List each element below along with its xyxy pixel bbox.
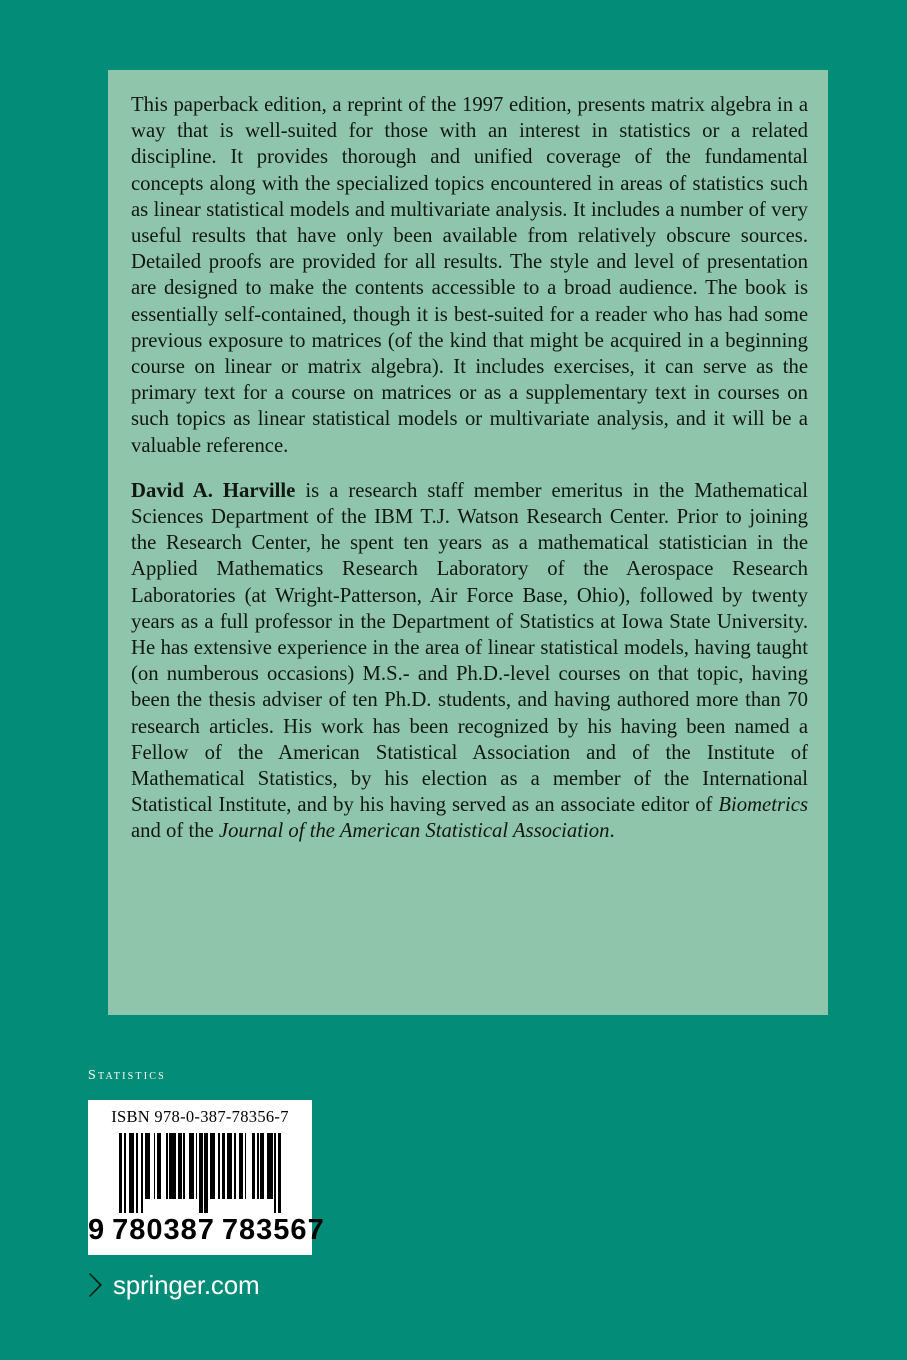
subject-category-label: Statistics — [88, 1068, 166, 1083]
barcode-lead-digit: 9 — [88, 1214, 106, 1246]
book-description-paragraph: This paperback edition, a reprint of the 1997 edition, presents matrix algebra in a way that is well-suited for those with an interest in statistics or a related discipline. It provides thorough and unified coverage of the fundamental concepts along with the specialized topics encountered in areas of statistics such as linear statistical models and multivariate analysis. It includes a number of very useful results that have only been available from relatively obscure sources. Detailed proofs are provided for all results. The style and level of presentation are designed to make the contents accessible to a broad audience. The book is essentially self-contained, though it is best-suited for a reader who has had some previous exposure to matrices (of the kind that might be acquired in a beginning course on linear or matrix algebra). It includes exercises, it can serve as the primary text for a course on matrices or as a supplementary text in courses on such topics as linear statistical models or multivariate analysis, and it will be a valuable reference. — [131, 94, 808, 457]
journal-title-jasa: Journal of the American Statistical Association — [218, 820, 610, 843]
barcode-bar — [278, 1133, 282, 1213]
author-name: David A. Harville — [131, 479, 296, 502]
author-bio-text-part-2: and of the — [131, 820, 219, 843]
isbn-barcode-block — [88, 1100, 325, 1255]
journal-title-biometrics: Biometrics — [718, 794, 808, 817]
barcode-human-readable-digits — [88, 1214, 325, 1246]
barcode-bar — [169, 1133, 176, 1199]
blurb-panel — [108, 70, 828, 1015]
author-bio-text-part-1: is a research staff member emeritus in the Mathematical Sciences Department of the IBM T.J. Watson Research Center. Prior to joining the Research Center, he spent ten years as a mathematical statistician in the Applied Mathematics Research Laboratory of the Aerospace Research Laboratories (at Wright-Patterson, Air Force Base, Ohio), followed by twenty years as a full professor in the Department of Statistics at Iowa State University. He has extensive experience in the area of linear statistical models, having taught (on numberous occasions) M.S.- and Ph.D.-level courses on that topic, having been the thesis adviser of ten Ph.D. students, and having authored more than 70 research articles. His work has been recognized by his having been named a Fellow of the American Statistical Association and of the Institute of Mathematical Statistics, by his election as a member of the International Statistical Institute, and by his having served as an associate editor of — [131, 479, 808, 817]
springer-logo[interactable] — [88, 1272, 259, 1298]
author-bio-text-part-3: . — [609, 820, 615, 843]
author-bio-paragraph — [131, 478, 808, 845]
barcode-group-2: 783567 — [221, 1214, 325, 1246]
ean13-barcode-icon — [88, 1133, 312, 1213]
chevron-right-icon — [88, 1272, 104, 1298]
springer-wordmark: springer.com — [113, 1270, 260, 1300]
isbn-number: ISBN 978-0-387-78356-7 — [111, 1107, 289, 1126]
barcode-group-1: 780387 — [112, 1214, 215, 1246]
